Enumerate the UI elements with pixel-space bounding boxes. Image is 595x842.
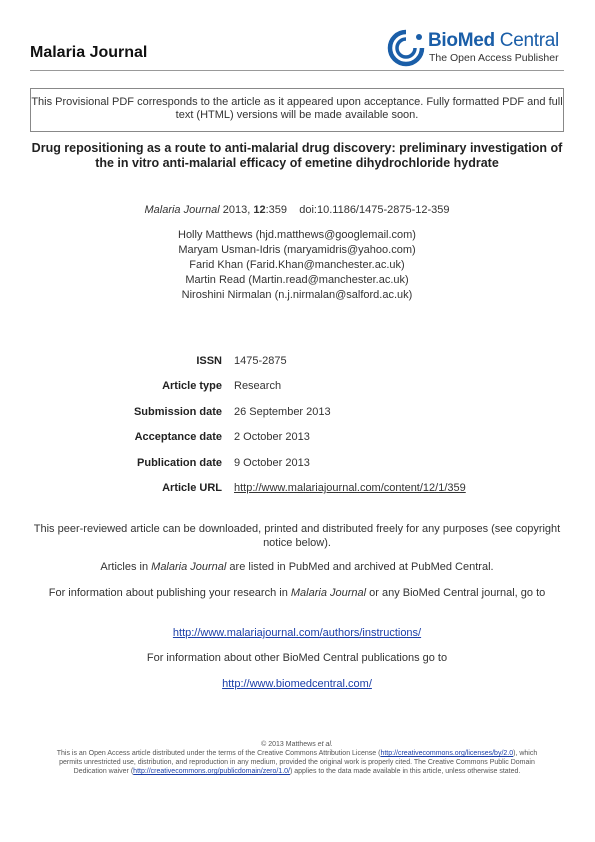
logo-wordmark: BioMed Central [428,30,559,51]
issn-label: ISSN [196,355,222,367]
article-metadata [60,355,540,507]
journal-name: Malaria Journal [30,44,148,61]
license-line-3: Dedication waiver (http://creativecommons.org/publicdomain/zero/1.0/) applies to the data made available in this article, unless otherwise stated. [73,768,521,775]
acceptance-date-label: Acceptance date [134,431,222,444]
license-line-2: permits unrestricted use, distribution, and reproduction in any medium, provided the original work is properly cited. The Creative Commons Public Domain [59,759,535,766]
article-type-value: Research [234,380,282,393]
copyright-line: © 2013 Matthews et al. [261,741,333,748]
provisional-notice: This Provisional PDF corresponds to the article as it appeared upon acceptance. Fully formatted PDF and full text (HTML) versions will be made available soon. [30,88,564,132]
copyright-footer [30,740,564,776]
submission-date-value: 26 September 2013 [234,405,331,418]
bmc-link-wrap [30,677,564,691]
author-item: Martin Read (Martin.read@manchester.ac.uk) [185,274,409,286]
logo-tagline: The Open Access Publisher [429,52,559,64]
meta-row-acceptance [60,431,540,456]
issn-value: 1475-2875 [234,355,287,367]
author-item: Holly Matthews (hjd.matthews@googlemail.com) [178,229,416,241]
publication-date-value: 9 October 2013 [234,456,310,469]
author-item: Niroshini Nirmalan (n.j.nirmalan@salford.ac.uk) [181,289,413,301]
publication-date-label: Publication date [137,456,222,469]
citation: Malaria Journal 2013, 12:359 doi:10.1186/1475-2875-12-359 [144,204,450,216]
author-item: Farid Khan (Farid.Khan@manchester.ac.uk) [189,259,405,271]
author-list [30,228,564,303]
author-item: Maryam Usman-Idris (maryamidris@yahoo.com) [178,244,416,256]
meta-row-submission [60,406,540,431]
meta-row-publication [60,457,540,482]
other-publications-statement: For information about other BioMed Central publications go to [146,652,448,664]
article-type-label: Article type [162,380,222,393]
meta-row-url [60,482,540,507]
acceptance-date-value: 2 October 2013 [234,431,310,444]
header-divider [30,70,564,71]
article-url-label: Article URL [162,481,222,494]
pubmed-listing-statement: Articles in Malaria Journal are listed in PubMed and archived at PubMed Central. [100,561,494,573]
cc-zero-license-link[interactable]: http://creativecommons.org/publicdomain/zero/1.0/ [133,768,290,775]
license-line-1: This is an Open Access article distributed under the terms of the Creative Commons Attribution License (http://creativecommons.org/licenses/by/2.0), which [56,750,538,757]
submission-date-label: Submission date [133,405,222,418]
publishing-info-statement: For information about publishing your research in Malaria Journal or any BioMed Central journal, go to [48,587,546,599]
biomed-circle-icon [386,28,426,68]
article-title: Drug repositioning as a route to anti-malarial drug discovery: preliminary investigation of the in vitro anti-malarial efficacy of emetine dihydrochloride hydrate [31,141,563,170]
biomedcentral-link[interactable]: http://www.biomedcentral.com/ [222,678,372,690]
article-url-link[interactable]: http://www.malariajournal.com/content/12/1/359 [234,481,466,494]
peer-review-statement: This peer-reviewed article can be downloaded, printed and distributed freely for any purposes (see copyright notice below). [33,523,561,549]
instructions-link-wrap [30,626,564,640]
meta-row-type [60,380,540,405]
biomed-central-logo[interactable] [386,28,568,68]
instructions-link[interactable]: http://www.malariajournal.com/authors/instructions/ [172,627,422,639]
meta-row-issn [60,355,540,380]
cc-by-license-link[interactable]: http://creativecommons.org/licenses/by/2.0 [380,750,514,757]
